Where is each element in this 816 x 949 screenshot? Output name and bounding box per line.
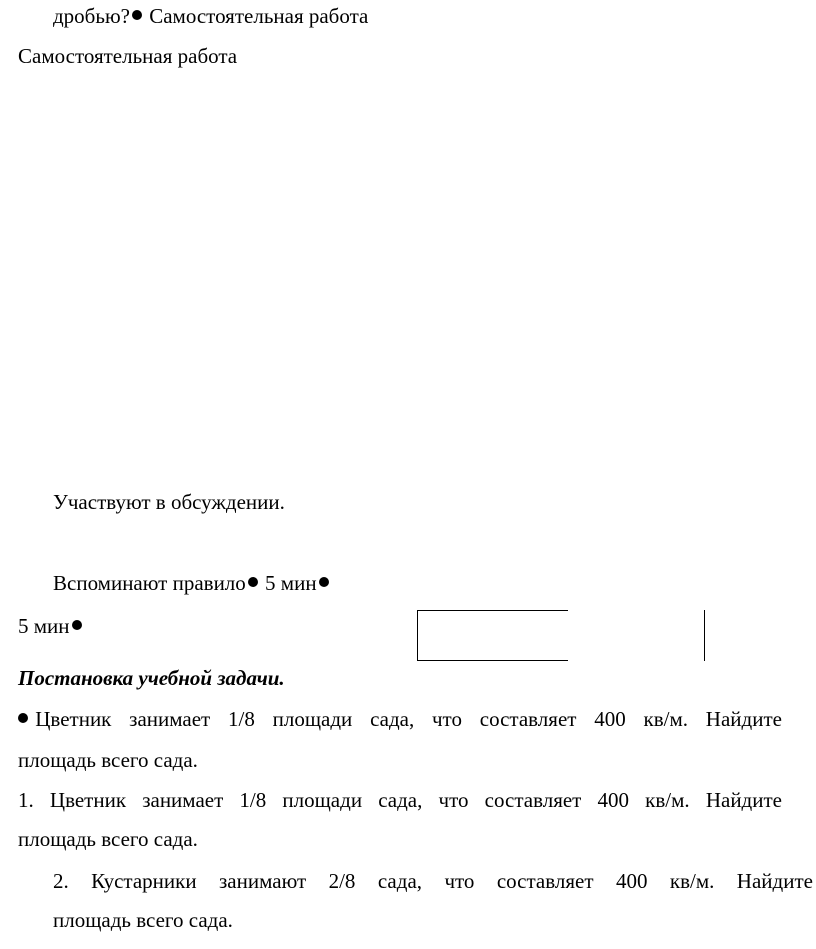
question-end-text: дробью? [53, 4, 130, 28]
problem-1-line [18, 790, 782, 811]
bullet-icon [248, 577, 258, 587]
problem-word: занимает [142, 788, 224, 812]
problem-word: составляет [479, 707, 577, 731]
problem-text: площадь всего сада. [18, 827, 198, 851]
problem-1-cont [18, 829, 198, 850]
problem-word: Цветник [49, 788, 127, 812]
recall-text: Вспоминают правило [53, 571, 246, 595]
bullet-icon [132, 10, 142, 20]
problem-word: занимают [219, 869, 307, 893]
problem-word: 1/8 [228, 707, 255, 731]
problem-word: сада, [378, 788, 423, 812]
problem-word: площади [272, 707, 353, 731]
problem-word: площади [282, 788, 363, 812]
work-label-text: Самостоятельная работа [18, 44, 238, 68]
problem-word: составляет [496, 869, 594, 893]
problem-word: Кустарники [91, 869, 197, 893]
problem-number: 2. [53, 869, 69, 893]
problem-2-line [53, 871, 813, 892]
problem-number: 1. [18, 788, 34, 812]
problem-word: 1/8 [239, 788, 267, 812]
bullet-icon [72, 620, 82, 630]
discussion-line [53, 492, 285, 513]
problem-word: составляет [484, 788, 582, 812]
problem-word: Найдите [705, 788, 782, 812]
problem-word: сада, [370, 707, 415, 731]
problem-word: кв/м. [645, 788, 690, 812]
problem-word: что [438, 788, 469, 812]
time-text: 5 мин [265, 571, 317, 595]
problem-word: 2/8 [328, 869, 356, 893]
recall-line [53, 573, 331, 594]
problem-word: Найдите [705, 707, 782, 731]
work-label-line [18, 46, 237, 67]
problem-word: 400 [615, 869, 648, 893]
problem-text: площадь всего сада. [53, 908, 233, 932]
problem-word: Найдите [736, 869, 813, 893]
time-line [18, 616, 84, 637]
problem-bullet-cont [18, 750, 198, 771]
problem-word: Цветник [18, 709, 111, 730]
bullet-icon [18, 713, 28, 723]
problem-word: занимает [129, 707, 211, 731]
problem-2-cont [53, 910, 233, 931]
problem-word: сада, [377, 869, 423, 893]
problem-word: что [444, 869, 475, 893]
problem-word: кв/м. [643, 707, 689, 731]
top-line [53, 6, 368, 27]
problem-word: 400 [594, 707, 626, 731]
problem-bullet-line [18, 709, 782, 730]
problem-word: что [432, 707, 462, 731]
bullet-icon [319, 577, 329, 587]
work-label-text: Самостоятельная работа [149, 4, 369, 28]
problem-text: площадь всего сада. [18, 748, 198, 772]
problem-word: 400 [597, 788, 630, 812]
time-text: 5 мин [18, 614, 70, 638]
task-heading [18, 668, 285, 689]
discussion-text: Участвуют в обсуждении. [53, 490, 285, 514]
problem-word: кв/м. [669, 869, 715, 893]
empty-frame-left [417, 610, 568, 661]
task-heading-text: Постановка учебной задачи. [18, 666, 285, 690]
empty-frame-right [704, 610, 705, 661]
